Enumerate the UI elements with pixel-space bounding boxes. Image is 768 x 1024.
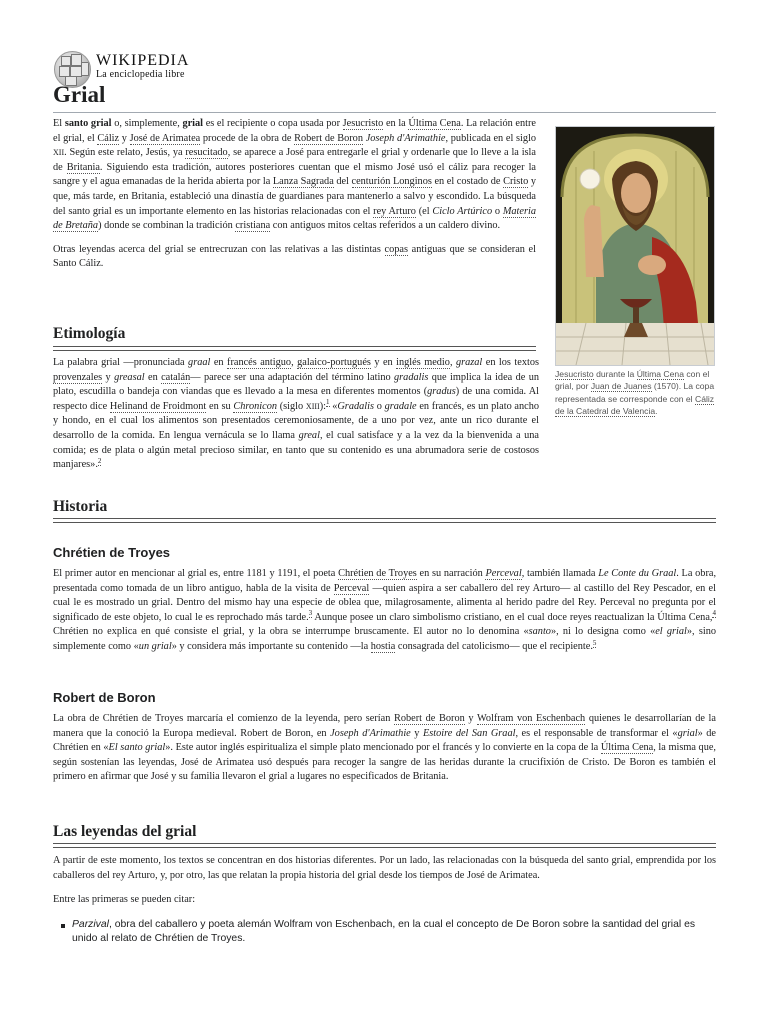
link-resucitado[interactable]: resucitado	[185, 147, 228, 159]
list-item: Parzival, obra del caballero y poeta alemán Wolfram von Eschenbach, en la cual el concepto de De Boron sobre la santidad del grial es unido al relato de Chrétien de Troyes.	[53, 918, 716, 945]
boron-paragraph: La obra de Chrétien de Troyes marcaría el comienzo de la leyenda, pero serían Robert de Boron y Wolfram von Eschenbach quienes le desarrollarían de la manera que la conoció la Europa medieval. Robert de Boron, en Joseph d'Arimathie y Estoire del San Graal, es el responsable de transformar el «grial» de Chrétien en «El santo grial». Este autor inglés espiritualiza el simple plato mencionado por el francés y lo convierte en la copa de la Última Cena, la misma que, según sostenían las leyendas, José de Arimatea usó después para recoger la sangre de las heridas durante la crucifixión de Cristo. De Boron es también el primero en afirmar que José y su familia llevaron el grial a lugares no especificados de Britania.	[53, 713, 717, 783]
divider-etimologia	[53, 346, 536, 351]
link-catalan[interactable]: catalán	[161, 371, 191, 383]
link-materia-de-bretana[interactable]: Materia de Bretaña	[53, 205, 536, 232]
link-ingles-medio[interactable]: inglés medio	[396, 357, 450, 368]
heading-historia: Historia	[53, 498, 108, 515]
wikipedia-wordmark: WIKIPEDIA	[96, 52, 190, 69]
page-title: Grial	[53, 82, 106, 107]
link-britania[interactable]: Britania	[66, 161, 100, 173]
link-perceval-work[interactable]: Perceval	[485, 568, 522, 579]
figure-caption: Jesucristo durante la Última Cena con el grial, por Juan de Juanes (1570). La copa representada se corresponde con el Cáliz de la Catedral de Valencia.	[555, 369, 715, 417]
footnote-1[interactable]: 1	[326, 398, 330, 407]
heading-leyendas: Las leyendas del grial	[53, 823, 197, 840]
link-lanza-sagrada[interactable]: Lanza Sagrada	[272, 176, 334, 188]
link-perceval[interactable]: Perceval	[333, 582, 370, 594]
link-robert-de-boron-2[interactable]: Robert de Boron	[394, 713, 465, 724]
intro-paragraph-1: El santo grial o, simplemente, grial es el recipiente o copa usada por Jesucristo en la Última Cena. La relación entre el grial, el Cáliz y José de Arimatea procede de la obra de Robert de Boron Joseph d'Arimathie, publicada en el siglo XII. Según este relato, Jesús, ya resucitado, se aparece a José para entregarle el grial y ordenarle que lo lleve a la isla de Britania. Siguiendo esta tradición, autores posteriores cuentan que el mismo José usó el cáliz para recoger la sangre y el agua emanadas de la herida abierta por la Lanza Sagrada del centurión Longinos en el costado de Cristo y que, más tarde, en Britania, estableció una dinastía de guardianes para mantenerlo a salvo y escondido. La búsqueda del santo grial es un importante elemento en las historias relacionadas con el rey Arturo (el Ciclo Artúrico o Materia de Bretaña) donde se combinan la tradición cristiana con antiguos mitos celtas referidos a un caldero divino.	[53, 118, 537, 232]
link-galaico-portugues[interactable]: galaico-portugués	[297, 357, 371, 368]
wikipedia-tagline: La enciclopedia libre	[96, 69, 185, 80]
link-cristo[interactable]: Cristo	[503, 176, 529, 188]
link-chronicon[interactable]: Chronicon	[233, 400, 278, 412]
footnote-4[interactable]: 4	[712, 609, 716, 618]
link-caliz-catedral-valencia[interactable]: Cáliz de la Catedral de Valencia	[555, 393, 715, 417]
link-hostia[interactable]: hostia	[370, 640, 396, 652]
etimologia-paragraph: La palabra grial —pronunciada graal en francés antiguo, galaico-portugués y en inglés medio, grazal en los textos provenzales y greasal en catalán— parece ser una adaptación del término latino gradalis que implica la idea de un plato, escudilla o bandeja con viandas que es llevado a la mesa en diferentes momentos (gradus) de una comida. Al respecto dice Helinand de Froidmont en su Chronicon (siglo XIII):$^1$ «Gradalis o gradale en francés, es un plato ancho y hondo, en el cual los alimentos son presentados ceremoniosamente, de a uno por vez, ante un rico durante el desarrollo de la comida. En lengua vernácula se lo llama greal, el cual satisface y a la vez da la bienvenida a una comida; es de plata o algún metal precioso similar, en tanto que su contenido es una abrumadora serie de costosos manjares».$^2$	[53, 357, 540, 471]
heading-etimologia: Etimología	[53, 325, 126, 342]
heading-robert-de-boron: Robert de Boron	[53, 690, 156, 705]
link-rey-arturo[interactable]: rey Arturo	[373, 205, 416, 217]
footnote-3[interactable]: 3	[308, 609, 313, 618]
link-helinand-de-froidmont[interactable]: Helinand de Froidmont	[109, 400, 207, 412]
link-provenzales[interactable]: provenzales	[53, 371, 103, 383]
link-centurion-longinos[interactable]: centurión Longinos	[351, 176, 432, 188]
link-juan-de-juanes[interactable]: Juan de Juanes	[590, 381, 652, 392]
link-ultima-cena-2[interactable]: Última Cena	[600, 742, 654, 754]
link-cristiana[interactable]: cristiana	[235, 220, 271, 232]
intro-paragraph-2: Otras leyendas acerca del grial se entrecruzan con las relativas a las distintas copas antiguas que se consideran el Santo Cáliz.	[53, 243, 536, 270]
chretien-paragraph: El primer autor en mencionar al grial es, entre 1181 y 1191, el poeta Chrétien de Troyes en su narración Perceval, también llamada Le Conte du Graal. La obra, presentada como tomada de un libro antiguo, habla de la visita de Perceval —quien aspira a ser caballero del rey Arturo— al castillo del Rey Pescador, en el cual le es mostrado un grial. Dentro del mismo hay una especie de oblea que, milagrosamente, alimenta al herido padre del Rey. Perceval no pregunta por el significado de este objeto, lo cual le es reprochado más tarde.$^3$ Aunque posee un claro simbolismo cristiano, en el cual doce reyes reactualizan la Última Cena,$^4$ Chrétien no explica en qué consiste el grial, y la obra se interrumpe bruscamente. El autor no lo denomina «santo», ni lo designa como «el grial», sino simplemente como «un grial» y considera más importante su contenido —la hostia consagrada del catolicismo— que el recipiente.$^5$	[53, 568, 717, 652]
link-ultima-cena[interactable]: Última Cena	[408, 118, 461, 129]
link-jesucristo-caption[interactable]: Jesucristo	[555, 369, 594, 379]
divider-leyendas	[53, 843, 716, 848]
wikipedia-logo[interactable]	[54, 50, 194, 86]
leyendas-list	[53, 918, 716, 945]
link-frances-antiguo[interactable]: francés antiguo	[227, 357, 292, 368]
title-divider	[53, 112, 716, 113]
footnote-5[interactable]: 5	[592, 638, 597, 647]
divider-historia	[53, 518, 716, 523]
heading-chretien-de-troyes: Chrétien de Troyes	[53, 545, 171, 560]
link-jesucristo[interactable]: Jesucristo	[342, 118, 384, 129]
link-jose-de-arimatea[interactable]: José de Arimatea	[129, 132, 201, 144]
figure-thumbnail	[555, 126, 715, 418]
link-ultima-cena-caption[interactable]: Última Cena	[636, 369, 684, 379]
link-robert-de-boron[interactable]: Robert de Boron	[294, 132, 363, 144]
intro-section	[53, 117, 536, 272]
link-caliz[interactable]: Cáliz	[97, 132, 120, 144]
ultima-cena-painting	[556, 127, 714, 365]
leyendas-paragraph-1: A partir de este momento, los textos se concentran en dos historias diferentes. Por un lado, las relacionadas con la búsqueda del santo grial, emprendida por los caballeros del rey Arturo, y, por otro, las que relatan la propia historia del grial desde los tiempos de José de Arimatea.	[53, 855, 716, 881]
footnote-2[interactable]: 2	[97, 456, 102, 465]
link-copas[interactable]: copas	[384, 243, 408, 255]
leyendas-paragraph-2: Entre las primeras se pueden citar:	[53, 894, 196, 905]
link-wolfram-von-eschenbach[interactable]: Wolfram von Eschenbach	[476, 713, 586, 724]
link-chretien-de-troyes[interactable]: Chrétien de Troyes	[338, 568, 417, 579]
painting-image[interactable]	[555, 126, 715, 366]
